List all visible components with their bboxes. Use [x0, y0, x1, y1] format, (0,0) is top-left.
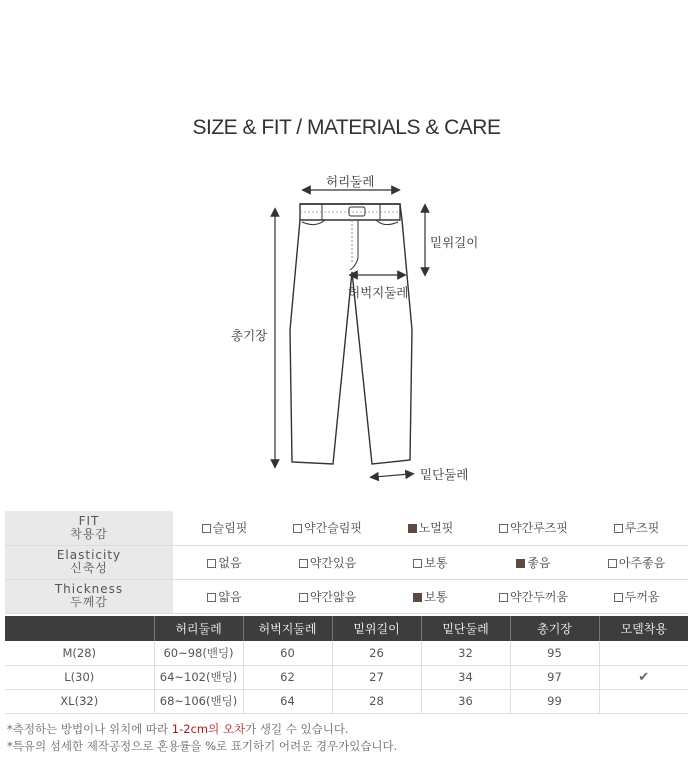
fit-option-label: 얇음 [218, 589, 242, 604]
fit-option [585, 545, 688, 579]
empty-box-icon [293, 524, 302, 533]
fit-option-label: 보통 [424, 589, 448, 604]
fit-option-label: 약간있음 [309, 555, 357, 570]
size-table-header-cell: 허벅지둘레 [243, 616, 332, 641]
measurement-cell: 97 [510, 665, 599, 689]
empty-box-icon [207, 559, 216, 568]
fit-option-label: 슬림핏 [212, 521, 248, 536]
size-table-header [5, 616, 688, 641]
measurement-cell: 27 [332, 665, 421, 689]
measurement-cell: 95 [510, 641, 599, 665]
measurement-cell: 28 [332, 689, 421, 713]
fit-option [276, 545, 379, 579]
fit-option-label: 약간루즈핏 [510, 521, 568, 536]
hem-label: 밑단둘레 [420, 467, 469, 482]
fit-option-label: 노멀핏 [418, 521, 454, 536]
fit-option [585, 579, 688, 613]
fit-row [5, 545, 688, 579]
measurement-cell: 68~106(밴딩) [154, 689, 243, 713]
table-row [5, 641, 688, 665]
fit-row-label-en: FIT [78, 513, 100, 528]
fit-row-label-kr: 신축성 [70, 561, 108, 575]
fit-row-label-kr: 착용감 [70, 526, 108, 541]
size-table-header-cell: 허리둘레 [154, 616, 243, 641]
fit-option [276, 511, 379, 545]
fit-option [379, 545, 482, 579]
size-table-header-cell: 모델착용 [599, 616, 688, 641]
size-table-header-cell [5, 616, 154, 641]
fit-row-label-en: Thickness [54, 582, 124, 596]
empty-box-icon [202, 524, 211, 533]
fit-option [173, 545, 276, 579]
fit-option-label: 루즈핏 [624, 521, 660, 536]
measurement-cell: 60~98(밴딩) [154, 641, 243, 665]
measurement-cell: 32 [421, 641, 510, 665]
fit-row-label [5, 579, 173, 613]
fit-row [5, 511, 688, 545]
empty-box-icon [614, 524, 623, 533]
fit-option-label: 아주좋음 [618, 555, 666, 570]
checked-box-icon [413, 593, 422, 602]
size-table [5, 616, 688, 714]
size-label-cell: XL(32) [5, 689, 154, 713]
table-row [5, 689, 688, 713]
empty-box-icon [499, 524, 508, 533]
fit-option [379, 511, 482, 545]
model-wear-cell [599, 641, 688, 665]
waist-label: 허리둘레 [326, 174, 375, 189]
empty-box-icon [207, 593, 216, 602]
model-wear-cell [599, 665, 688, 689]
empty-box-icon [413, 559, 422, 568]
pants-diagram [0, 160, 693, 500]
checked-box-icon [516, 559, 525, 568]
empty-box-icon [499, 593, 508, 602]
checked-box-icon [408, 524, 417, 533]
measurement-cell: 34 [421, 665, 510, 689]
measurement-cell: 64~102(밴딩) [154, 665, 243, 689]
fit-option [173, 511, 276, 545]
measurement-cell: 36 [421, 689, 510, 713]
fit-option [173, 579, 276, 613]
size-label-cell: L(30) [5, 665, 154, 689]
fit-option-label: 두꺼움 [624, 589, 660, 604]
model-wear-cell [599, 689, 688, 713]
fit-option-label: 좋음 [527, 555, 551, 570]
measurement-cell: 62 [243, 665, 332, 689]
fit-row-label-en: Elasticity [56, 548, 122, 562]
pants-illustration [0, 160, 693, 500]
empty-box-icon [608, 559, 617, 568]
fit-option [482, 545, 585, 579]
note-measurement: *측정하는 방법이나 위치에 따라 1-2cm의 오차가 생길 수 있습니다. [7, 722, 349, 736]
fit-row [5, 579, 688, 613]
fit-option-label: 없음 [218, 555, 242, 570]
size-table-header-cell: 밑단둘레 [421, 616, 510, 641]
fit-option [482, 511, 585, 545]
page-title: SIZE & FIT / MATERIALS & CARE [192, 116, 501, 139]
measurement-cell: 99 [510, 689, 599, 713]
fit-option-label: 약간얇음 [309, 589, 357, 604]
fit-row-label [5, 545, 173, 579]
size-label-cell: M(28) [5, 641, 154, 665]
measurement-cell: 64 [243, 689, 332, 713]
fit-option-label: 약간두꺼움 [510, 589, 568, 604]
fit-table [5, 511, 688, 614]
thigh-label: 허벅지둘레 [348, 285, 409, 300]
measurement-cell: 26 [332, 641, 421, 665]
fit-option-label: 보통 [424, 555, 448, 570]
fit-option [585, 511, 688, 545]
empty-box-icon [299, 593, 308, 602]
empty-box-icon [614, 593, 623, 602]
fit-option [482, 579, 585, 613]
empty-box-icon [299, 559, 308, 568]
note-material: *특유의 섬세한 제작공정으로 혼용률을 %로 표기하기 어려운 경우가있습니다. [7, 739, 398, 753]
fit-option [276, 579, 379, 613]
total-length-label: 총기장 [231, 328, 268, 343]
notes [7, 721, 397, 755]
size-table-header-cell: 총기장 [510, 616, 599, 641]
fit-option [379, 579, 482, 613]
table-row [5, 665, 688, 689]
fit-row-label-kr: 두께감 [70, 595, 108, 609]
size-table-header-cell: 밑위길이 [332, 616, 421, 641]
fit-option-label: 약간슬림핏 [304, 521, 362, 536]
fit-row-label [5, 511, 173, 545]
checkmark-icon: ✔ [638, 669, 650, 685]
rise-label: 밑위길이 [430, 235, 479, 250]
measurement-cell: 60 [243, 641, 332, 665]
